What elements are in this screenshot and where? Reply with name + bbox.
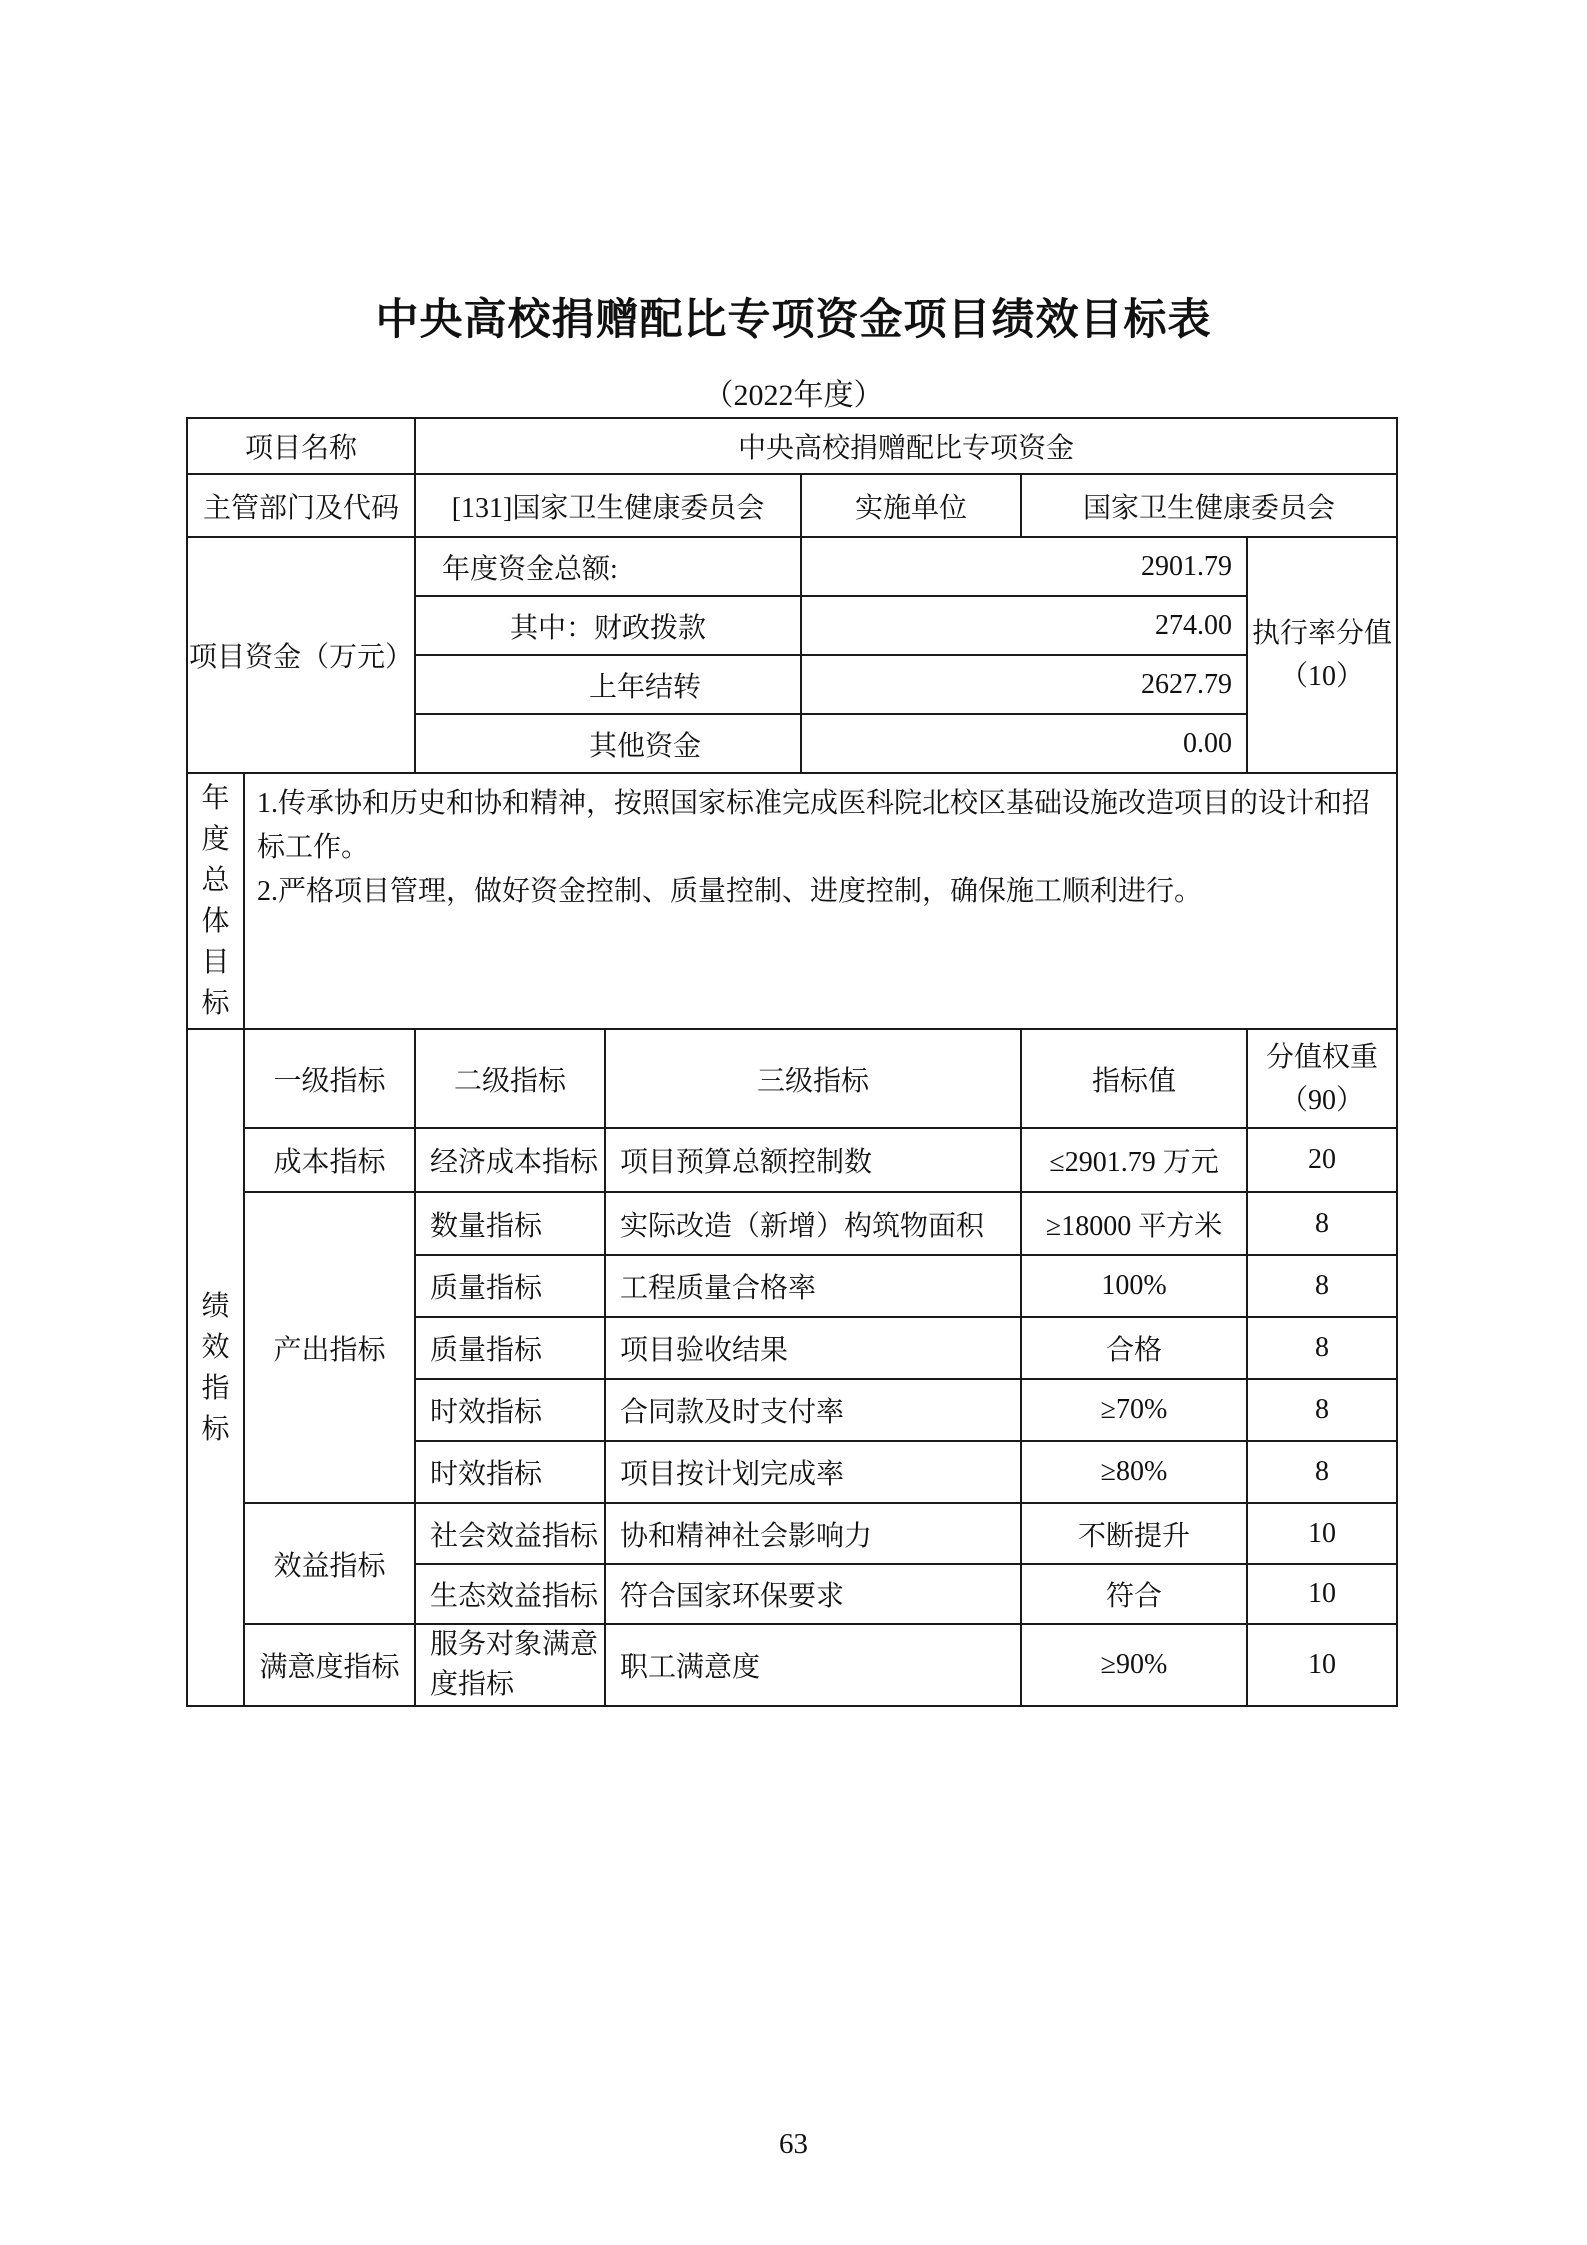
impl-unit-label: 实施单位 <box>801 474 1021 537</box>
funding-label-fiscal: 其中：财政拨款 <box>415 596 801 655</box>
funding-label-carryover: 上年结转 <box>415 655 801 714</box>
level2-cell: 时效指标 <box>415 1379 605 1441</box>
indicator-row <box>187 1192 1397 1255</box>
annual-goal-line: 1.传承协和历史和协和精神，按照国家标准完成医科院北校区基础设施改造项目的设计和招标工作。 <box>257 788 1371 863</box>
indicator-weight: 8 <box>1247 1379 1397 1441</box>
level2-cell: 数量指标 <box>415 1192 605 1255</box>
level3-cell: 合同款及时支付率 <box>605 1379 1021 1441</box>
performance-target-table <box>186 417 1398 1707</box>
indicator-weight: 10 <box>1247 1503 1397 1564</box>
funding-value-total: 2901.79 <box>801 537 1247 596</box>
execution-rate-cell <box>1247 537 1397 773</box>
level2-cell: 经济成本指标 <box>415 1128 605 1192</box>
annual-goals-content <box>244 773 1397 1029</box>
indicator-value: ≤2901.79 万元 <box>1021 1128 1247 1192</box>
header-value: 指标值 <box>1021 1029 1247 1128</box>
indicator-value: 100% <box>1021 1255 1247 1317</box>
department-row <box>187 474 1397 537</box>
funding-row <box>187 537 1397 596</box>
indicator-value: ≥80% <box>1021 1441 1247 1503</box>
indicator-section-label: 绩效指标 <box>187 1029 244 1706</box>
indicator-weight: 8 <box>1247 1192 1397 1255</box>
execution-rate-score: （10） <box>1280 661 1365 692</box>
level2-cell: 社会效益指标 <box>415 1503 605 1564</box>
level1-output: 产出指标 <box>244 1192 415 1503</box>
impl-unit-value: 国家卫生健康委员会 <box>1021 474 1397 537</box>
level2-cell: 时效指标 <box>415 1441 605 1503</box>
level1-benefit: 效益指标 <box>244 1503 415 1624</box>
page-number: 63 <box>779 2128 808 2160</box>
indicator-header-row <box>187 1029 1397 1128</box>
funding-label-total: 年度资金总额: <box>415 537 801 596</box>
dept-label: 主管部门及代码 <box>187 474 415 537</box>
execution-rate-label: 执行率分值 <box>1252 618 1393 649</box>
indicator-value: 合格 <box>1021 1317 1247 1379</box>
indicator-row <box>187 1624 1397 1706</box>
level3-cell: 协和精神社会影响力 <box>605 1503 1021 1564</box>
header-level2: 二级指标 <box>415 1029 605 1128</box>
level2-cell: 服务对象满意度指标 <box>415 1624 605 1706</box>
indicator-weight: 10 <box>1247 1624 1397 1706</box>
funding-value-other: 0.00 <box>801 714 1247 773</box>
level3-cell: 项目按计划完成率 <box>605 1441 1021 1503</box>
indicator-value: ≥18000 平方米 <box>1021 1192 1247 1255</box>
indicator-value: 不断提升 <box>1021 1503 1247 1564</box>
level3-cell: 实际改造（新增）构筑物面积 <box>605 1192 1021 1255</box>
indicator-row <box>187 1503 1397 1564</box>
level1-satisfaction: 满意度指标 <box>244 1624 415 1706</box>
funding-label-other: 其他资金 <box>415 714 801 773</box>
project-name-value: 中央高校捐赠配比专项资金 <box>415 418 1397 474</box>
level1-cost: 成本指标 <box>244 1128 415 1192</box>
level3-cell: 项目验收结果 <box>605 1317 1021 1379</box>
level2-cell: 生态效益指标 <box>415 1564 605 1624</box>
indicator-value: ≥70% <box>1021 1379 1247 1441</box>
level2-cell: 质量指标 <box>415 1317 605 1379</box>
level3-cell: 符合国家环保要求 <box>605 1564 1021 1624</box>
indicator-value: 符合 <box>1021 1564 1247 1624</box>
header-weight <box>1247 1029 1397 1128</box>
level3-cell: 职工满意度 <box>605 1624 1021 1706</box>
header-level3: 三级指标 <box>605 1029 1021 1128</box>
header-level1: 一级指标 <box>244 1029 415 1128</box>
funding-value-fiscal: 274.00 <box>801 596 1247 655</box>
annual-goal-line: 2.严格项目管理，做好资金控制、质量控制、进度控制，确保施工顺利进行。 <box>257 876 1203 907</box>
header-weight-total: （90） <box>1280 1084 1365 1116</box>
indicator-weight: 8 <box>1247 1255 1397 1317</box>
header-weight-label: 分值权重 <box>1266 1041 1379 1073</box>
page-subtitle: （2022年度） <box>703 379 884 412</box>
indicator-weight: 10 <box>1247 1564 1397 1624</box>
level3-cell: 工程质量合格率 <box>605 1255 1021 1317</box>
funding-section-label: 项目资金（万元） <box>187 537 415 773</box>
funding-value-carryover: 2627.79 <box>801 655 1247 714</box>
indicator-weight: 8 <box>1247 1441 1397 1503</box>
annual-goals-section-label: 年度总体目标 <box>187 773 244 1029</box>
dept-value: [131]国家卫生健康委员会 <box>415 474 801 537</box>
indicator-value: ≥90% <box>1021 1624 1247 1706</box>
level2-cell: 质量指标 <box>415 1255 605 1317</box>
indicator-weight: 8 <box>1247 1317 1397 1379</box>
level3-cell: 项目预算总额控制数 <box>605 1128 1021 1192</box>
page-title: 中央高校捐赠配比专项资金项目绩效目标表 <box>375 296 1212 344</box>
project-name-label: 项目名称 <box>187 418 415 474</box>
project-name-row <box>187 418 1397 474</box>
annual-goals-row <box>187 773 1397 1029</box>
indicator-weight: 20 <box>1247 1128 1397 1192</box>
indicator-row <box>187 1128 1397 1192</box>
